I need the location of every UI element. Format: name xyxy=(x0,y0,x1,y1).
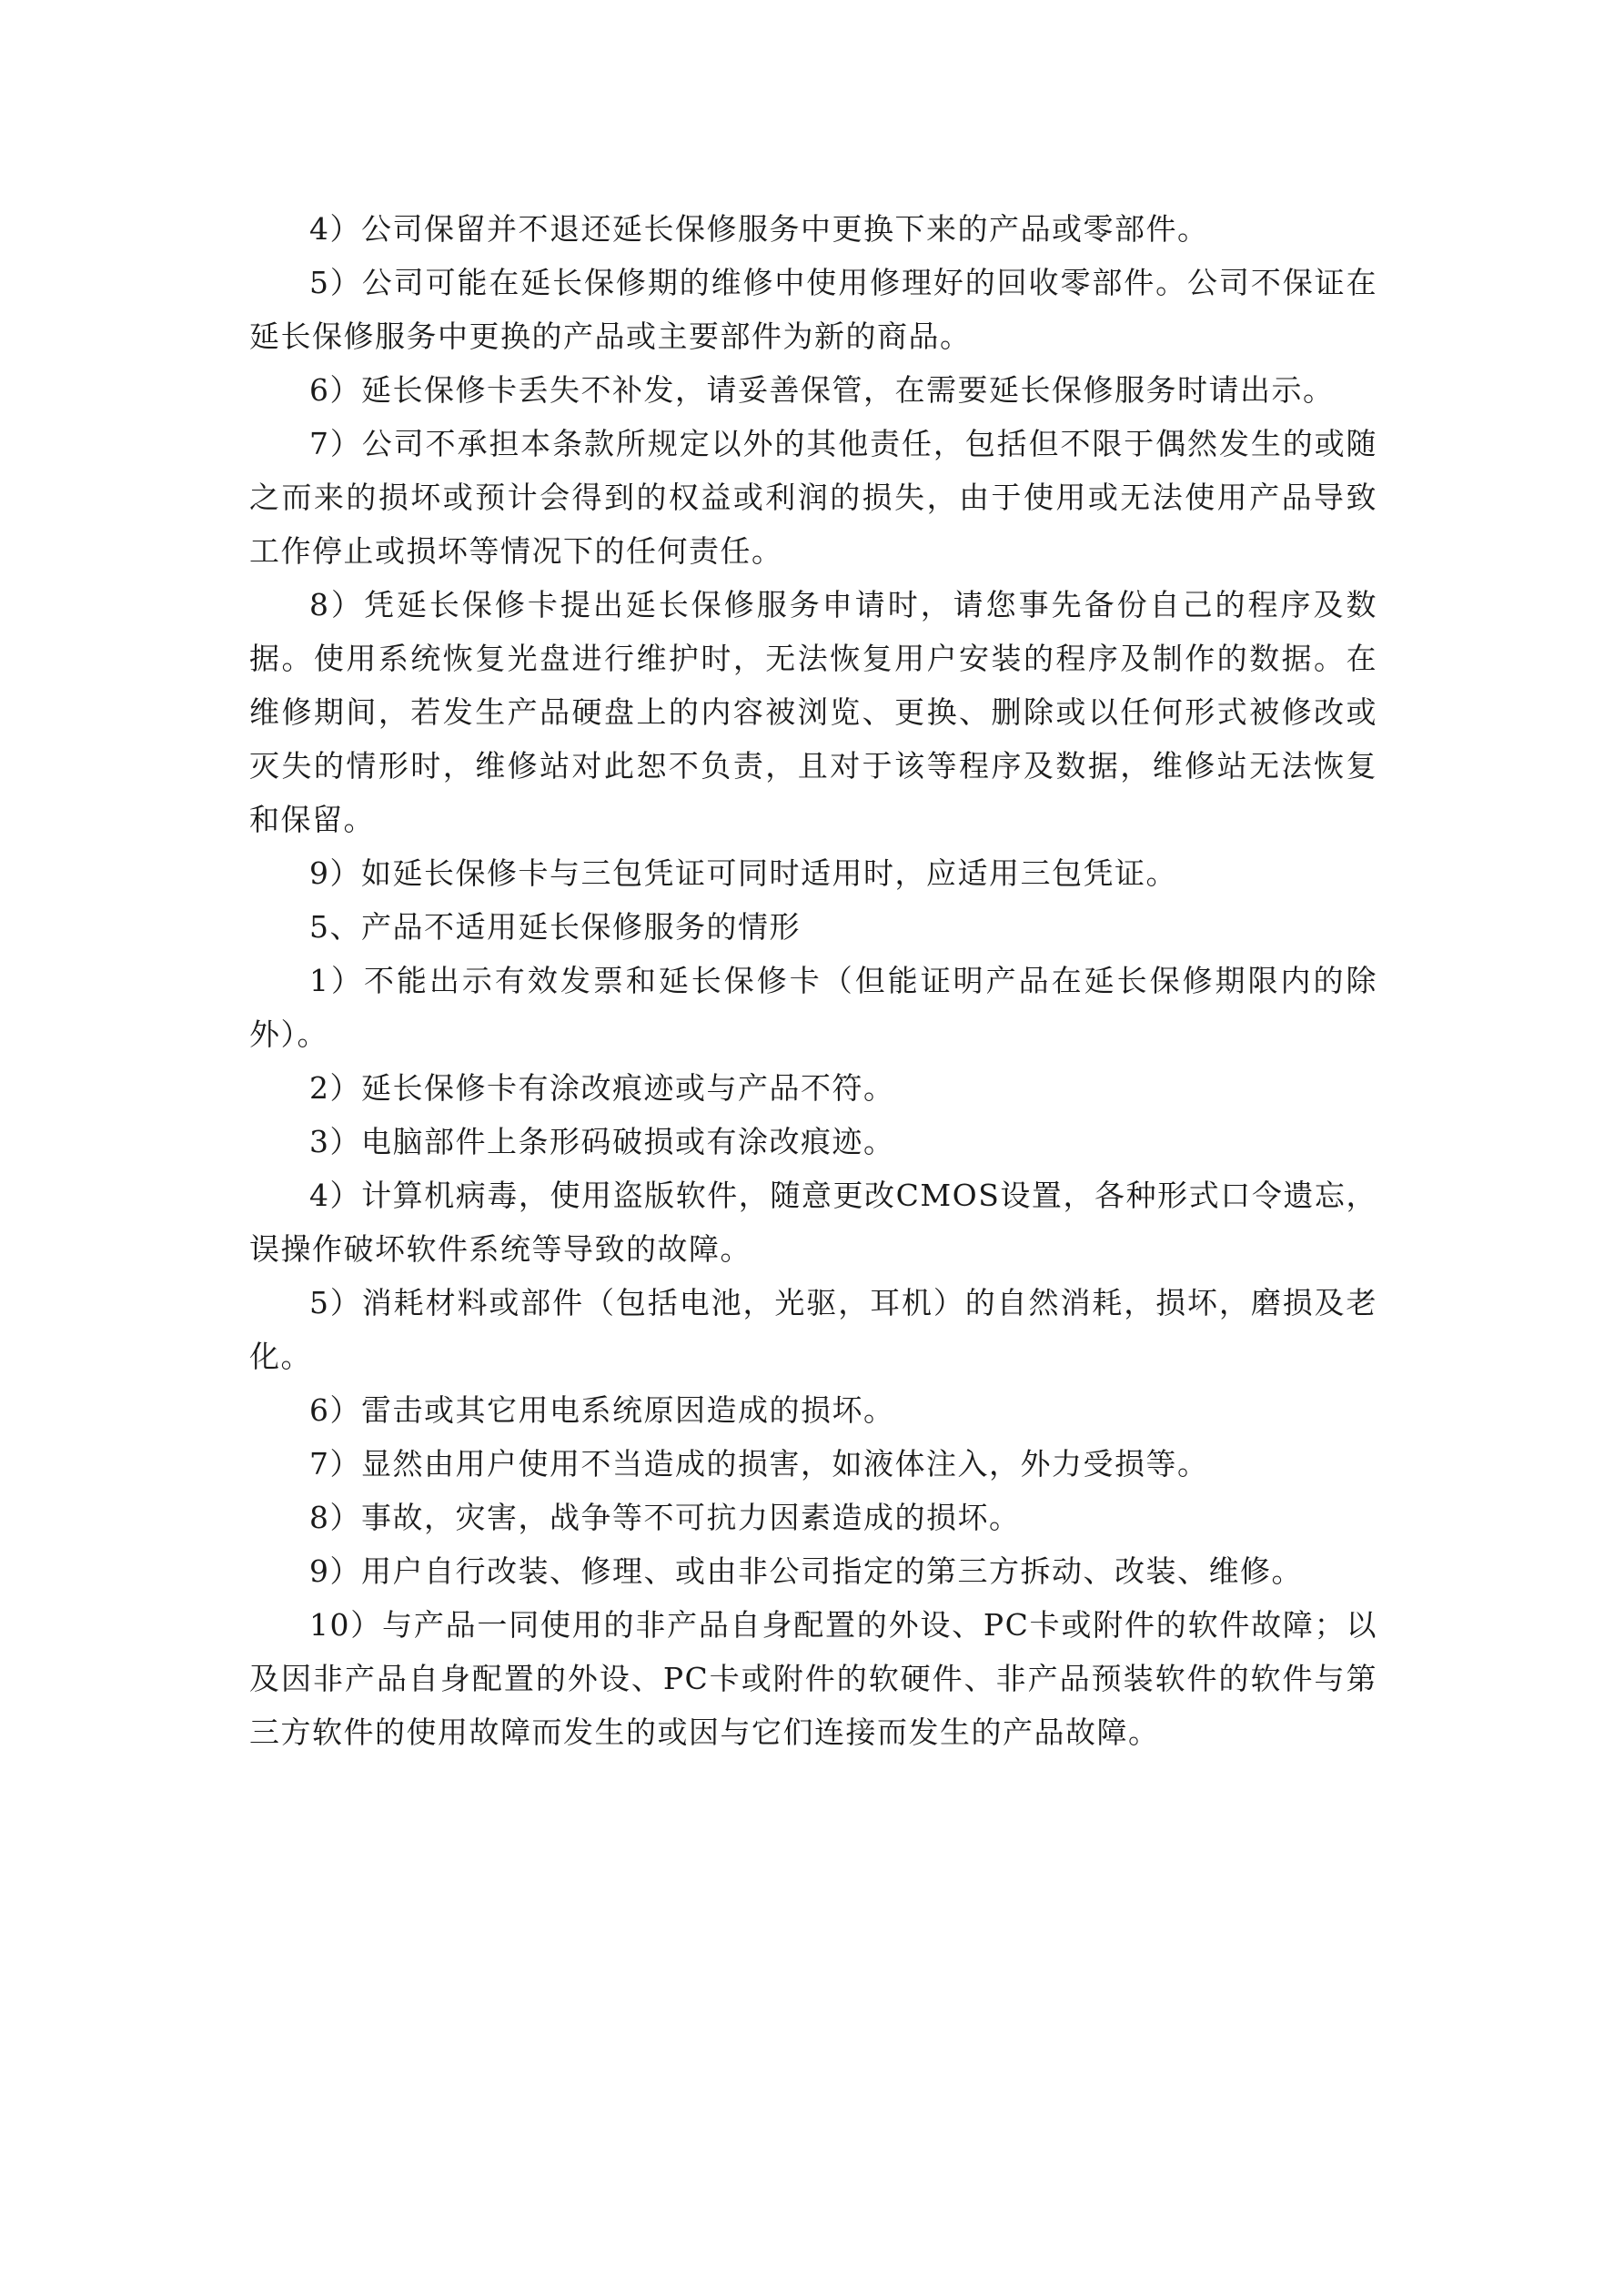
exclusion-item-6: 6）雷击或其它用电系统原因造成的损坏。 xyxy=(309,1392,895,1428)
paragraph-item-9: 9）如延长保修卡与三包凭证可同时适用时，应适用三包凭证。 xyxy=(309,855,1177,891)
exclusion-item-1: 1）不能出示有效发票和延长保修卡（但能证明产品在延长保修期限内的除外）。 xyxy=(249,963,1377,1052)
paragraph-item-5: 5）公司可能在延长保修期的维修中使用修理好的回收零部件。公司不保证在延长保修服务中更换的产品或主要部件为新的商品。 xyxy=(249,265,1377,354)
exclusion-item-9: 9）用户自行改装、修理、或由非公司指定的第三方拆动、改装、维修。 xyxy=(309,1553,1303,1589)
exclusion-item-4: 4）计算机病毒，使用盗版软件，随意更改CMOS设置，各种形式口令遗忘，误操作破坏软件系统等导致的故障。 xyxy=(249,1178,1377,1267)
exclusion-item-5: 5）消耗材料或部件（包括电池，光驱，耳机）的自然消耗，损坏，磨损及老化。 xyxy=(249,1285,1377,1374)
paragraph-item-6: 6）延长保修卡丢失不补发，请妥善保管，在需要延长保修服务时请出示。 xyxy=(309,372,1335,408)
section-heading: 5、产品不适用延长保修服务的情形 xyxy=(309,909,801,945)
paragraph-item-7: 7）公司不承担本条款所规定以外的其他责任，包括但不限于偶然发生的或随之而来的损坏或预计会得到的权益或利润的损失，由于使用或无法使用产品导致工作停止或损坏等情况下的任何责任。 xyxy=(249,426,1377,569)
paragraph-item-8: 8）凭延长保修卡提出延长保修服务申请时，请您事先备份自己的程序及数据。使用系统恢复光盘进行维护时，无法恢复用户安装的程序及制作的数据。在维修期间，若发生产品硬盘上的内容被浏览、更换、删除或以任何形式被修改或灭失的情形时，维修站对此恕不负责，且对于该等程序及数据，维修站无法恢复和保留。 xyxy=(249,587,1377,837)
exclusion-item-3: 3）电脑部件上条形码破损或有涂改痕迹。 xyxy=(309,1124,895,1159)
exclusion-item-8: 8）事故，灾害，战争等不可抗力因素造成的损坏。 xyxy=(309,1500,1021,1535)
exclusion-item-10: 10）与产品一同使用的非产品自身配置的外设、PC卡或附件的软件故障；以及因非产品自身配置的外设、PC卡或附件的软硬件、非产品预装软件的软件与第三方软件的使用故障而发生的或因与它们连接而发生的产品故障。 xyxy=(249,1607,1377,1750)
document-body xyxy=(249,202,1377,1759)
exclusion-item-2: 2）延长保修卡有涂改痕迹或与产品不符。 xyxy=(309,1070,895,1106)
exclusion-item-7: 7）显然由用户使用不当造成的损害，如液体注入，外力受损等。 xyxy=(309,1446,1209,1482)
paragraph-item-4: 4）公司保留并不退还延长保修服务中更换下来的产品或零部件。 xyxy=(309,211,1209,247)
